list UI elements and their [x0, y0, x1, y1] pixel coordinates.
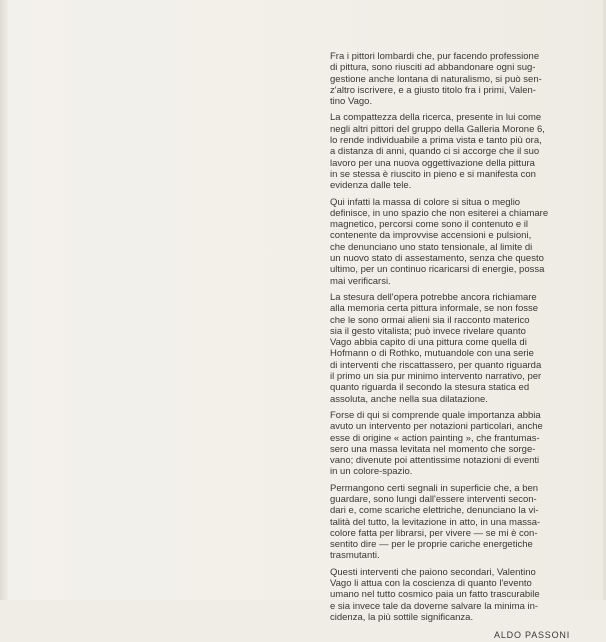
- paragraph: Questi interventi che paiono secondari, Valentino Vago li attua con la coscienza di quanto l'evento umano nel tutto cosmico paia un fatto trascurabile e sia invece tale da doverne salvare la minima in- cidenza, la più sottile significanza.: [330, 566, 540, 623]
- paragraph: Forse di qui si comprende quale importanza abbia avuto un intervento per notazioni particolari, anche esse di origine « action painting », che frantumas- sero una massa levitata nel momento che sorge- vano; divenute poi attentissime notazioni di eventi in un colore-spazio.: [330, 409, 543, 478]
- paragraph: Permangono certi segnali in superficie che, a ben guardare, sono lungi dall'essere interventi secon- dari e, come scariche elettriche, denunciano la vi- talità del tutto, la levitazione in atto, in una massa- colore fatta per librarsi, per vivere — se mi è con- sentito dire — per le proprie cariche energetiche trasmutanti.: [330, 482, 541, 562]
- author-signature: ALDO PASSONI: [494, 630, 570, 641]
- paragraph: La stesura dell'opera potrebbe ancora richiamare alla memoria certa pittura informale, se non fosse che le sono ormai alieni sia il racconto materico sia il gesto vitalista; può invece rivelare quanto Vago abbia capito di una pittura come quella di Hofmann o di Rothko, mutuandole con una serie di interventi che riscattassero, per quanto riguarda il primo un sia pur minimo intervento narrativo, per quanto riguarda il secondo la stesura statica ed assoluta, anche nella sua dilatazione.: [330, 291, 542, 405]
- text-column: [330, 51, 570, 642]
- binding-fold: [0, 0, 8, 600]
- paragraph: Fra i pittori lombardi che, pur facendo professione di pittura, sono riusciti ad abbandonare ogni sug- gestione anche lontana di naturalismo, si può sen- z'altro iscrivere, e a giusto titolo fra i primi, Valen- tino Vago.: [330, 51, 542, 108]
- paragraph: Qui infatti la massa di colore si situa o meglio definisce, in uno spazio che non esiterei a chiamare magnetico, percorsi come sono il contenuto e il contenente da improvvise accensioni e pulsioni, che denunciano uno stato tensionale, al limite di un nuovo stato di assestamento, senza che questo ultimo, per un continuo ricaricarsi di energie, possa mai verificarsi.: [330, 196, 549, 287]
- paragraph: La compattezza della ricerca, presente in lui come negli altri pittori del gruppo della Galleria Morone 6, lo rende individuabile a prima vista e tanto più ora, a distanza di anni, quando ci si accorge che il suo lavoro per una nuova oggettivazione della pittura in se stessa è riuscito in pieno e si manifesta con evidenza dalle tele.: [330, 112, 545, 192]
